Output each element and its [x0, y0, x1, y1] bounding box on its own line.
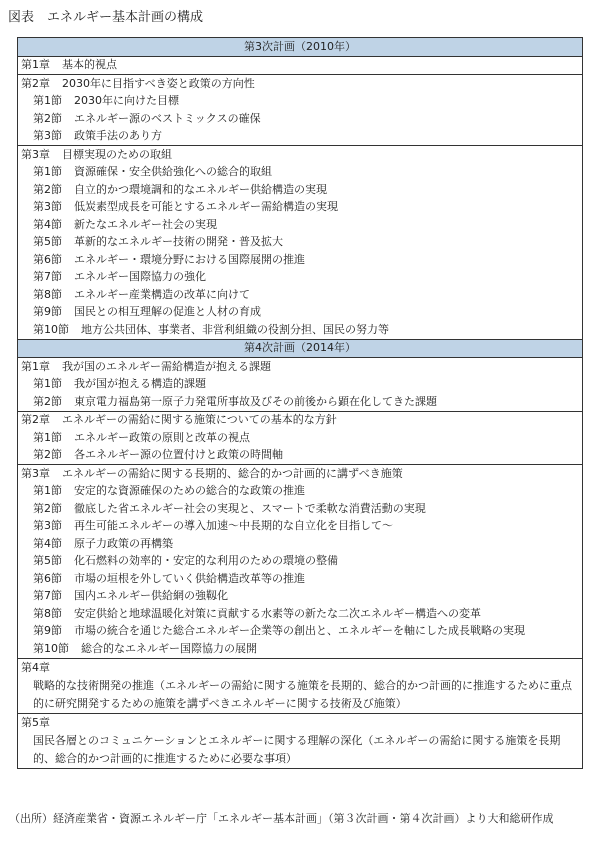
section-row-cell	[18, 570, 583, 588]
section-label: 第7節	[33, 589, 62, 603]
chapter-row-cell	[18, 658, 583, 713]
section-row-cell	[18, 321, 583, 339]
section-row	[18, 286, 583, 304]
section-title: エネルギー・環境分野における国際展開の推進	[74, 252, 305, 266]
section-label: 第1節	[33, 94, 62, 108]
section-title: 地方公共団体、事業者、非営利組織の役割分担、国民の努力等	[81, 322, 389, 336]
section-row-cell	[18, 483, 583, 501]
chapter-row-cell	[18, 358, 583, 376]
section-label: 第2節	[33, 448, 62, 462]
section-label: 第7節	[33, 270, 62, 284]
section-row-cell	[18, 623, 583, 641]
section-row	[18, 623, 583, 641]
section-row	[18, 570, 583, 588]
section-row	[18, 447, 583, 465]
plan-header	[18, 38, 583, 57]
chapter-label: 第1章	[21, 359, 50, 373]
chapter-row	[18, 146, 583, 164]
section-title: 徹底した省エネルギー社会の実現と、スマートで柔軟な消費活動の実現	[74, 501, 426, 515]
section-row	[18, 640, 583, 658]
section-title: 2030年に向けた目標	[74, 94, 179, 108]
section-row	[18, 483, 583, 501]
section-label: 第10節	[33, 322, 69, 336]
section-row	[18, 321, 583, 339]
section-row	[18, 199, 583, 217]
section-title: 国民との相互理解の促進と人材の育成	[74, 305, 261, 319]
section-title: 市場の垣根を外していく供給構造改革等の推進	[74, 571, 305, 585]
section-title: 化石燃料の効率的・安定的な利用のための環境の整備	[74, 554, 338, 568]
section-row	[18, 110, 583, 128]
section-row	[18, 93, 583, 111]
section-row-cell	[18, 553, 583, 571]
section-label: 第2節	[33, 111, 62, 125]
section-row-cell	[18, 393, 583, 411]
section-title: 新たなエネルギー社会の実現	[74, 217, 217, 231]
section-title: エネルギー産業構造の改革に向けて	[74, 287, 250, 301]
section-row	[18, 164, 583, 182]
section-label: 第9節	[33, 305, 62, 319]
section-label: 第4節	[33, 536, 62, 550]
section-title: エネルギー国際協力の強化	[74, 270, 206, 284]
chapter-row	[18, 56, 583, 75]
chapter-row	[18, 358, 583, 376]
section-row	[18, 376, 583, 394]
section-row-cell	[18, 588, 583, 606]
chapter-label: 第2章	[21, 76, 50, 90]
section-label: 第1節	[33, 484, 62, 498]
section-row-cell	[18, 286, 583, 304]
plan-header-text: 第4次計画（2014年）	[244, 341, 356, 355]
section-label: 第4節	[33, 217, 62, 231]
chapter-row	[18, 658, 583, 713]
section-title: エネルギー政策の原則と改革の視点	[74, 430, 250, 444]
section-label: 第3節	[33, 200, 62, 214]
section-row-cell	[18, 164, 583, 182]
section-row-cell	[18, 93, 583, 111]
chapter-title: 戦略的な技術開発の推進（エネルギーの需給に関する施策を長期的、総合的かつ計画的に推進するために重点的に研究開発するための施策を講ずべきエネルギーに関する技術及び施策）	[33, 678, 572, 710]
chapter-row-cell	[18, 713, 583, 768]
chapter-row-cell	[18, 75, 583, 93]
section-row	[18, 251, 583, 269]
section-row-cell	[18, 128, 583, 146]
section-label: 第1節	[33, 430, 62, 444]
chapter-title: エネルギーの需給に関する長期的、総合的かつ計画的に講ずべき施策	[62, 466, 403, 480]
section-row-cell	[18, 110, 583, 128]
section-title: 安定的な資源確保のための総合的な政策の推進	[74, 484, 305, 498]
chapter-row	[18, 465, 583, 483]
section-label: 第5節	[33, 554, 62, 568]
section-row	[18, 128, 583, 146]
plan-table-body	[18, 38, 583, 769]
section-label: 第2節	[33, 394, 62, 408]
section-row-cell	[18, 429, 583, 447]
section-row-cell	[18, 500, 583, 518]
section-title: 自立的かつ環境調和的なエネルギー供給構造の実現	[74, 182, 327, 196]
section-label: 第1節	[33, 165, 62, 179]
chapter-title: 目標実現のための取組	[62, 147, 172, 161]
chapter-label: 第3章	[21, 147, 50, 161]
section-row	[18, 500, 583, 518]
section-label: 第1節	[33, 377, 62, 391]
plan-header-cell	[18, 38, 583, 57]
section-label: 第10節	[33, 641, 69, 655]
section-row	[18, 393, 583, 411]
section-label: 第3節	[33, 519, 62, 533]
chapter-row-cell	[18, 56, 583, 75]
section-title: 低炭素型成長を可能とするエネルギー需給構造の実現	[74, 200, 338, 214]
plan-header-cell	[18, 339, 583, 358]
section-row-cell	[18, 535, 583, 553]
section-label: 第2節	[33, 182, 62, 196]
section-title: 安定供給と地球温暖化対策に貢献する水素等の新たな二次エネルギー構造への変革	[74, 606, 481, 620]
section-title: 東京電力福島第一原子力発電所事故及びその前後から顕在化してきた課題	[74, 394, 437, 408]
section-title: 我が国が抱える構造的課題	[74, 377, 206, 391]
section-title: 総合的なエネルギー国際協力の展開	[81, 641, 257, 655]
chapter-row-cell	[18, 146, 583, 164]
section-row	[18, 269, 583, 287]
section-row-cell	[18, 304, 583, 322]
chapter-row	[18, 411, 583, 429]
plan-header-text: 第3次計画（2010年）	[244, 39, 356, 53]
section-label: 第2節	[33, 501, 62, 515]
section-row-cell	[18, 447, 583, 465]
section-row	[18, 605, 583, 623]
section-title: 市場の統合を通じた総合エネルギー企業等の創出と、エネルギーを軸にした成長戦略の実現	[74, 624, 525, 638]
section-title: 政策手法のあり方	[74, 129, 162, 143]
section-row	[18, 429, 583, 447]
section-title: 再生可能エネルギーの導入加速～中長期的な自立化を目指して～	[74, 519, 393, 533]
chapter-label: 第4章	[21, 660, 50, 674]
section-title: 各エネルギー源の位置付けと政策の時間軸	[74, 448, 283, 462]
section-row-cell	[18, 376, 583, 394]
figure-title: 図表 エネルギー基本計画の構成	[8, 10, 204, 25]
section-row	[18, 535, 583, 553]
section-title: 革新的なエネルギー技術の開発・普及拡大	[74, 235, 283, 249]
section-row-cell	[18, 605, 583, 623]
section-label: 第3節	[33, 129, 62, 143]
chapter-title: 我が国のエネルギー需給構造が抱える課題	[62, 359, 271, 373]
section-row	[18, 553, 583, 571]
chapter-label: 第3章	[21, 466, 50, 480]
section-row-cell	[18, 199, 583, 217]
chapter-row	[18, 75, 583, 93]
section-row	[18, 216, 583, 234]
section-label: 第6節	[33, 252, 62, 266]
source-note: （出所）経済産業省・資源エネルギー庁「エネルギー基本計画」（第３次計画・第４次計画）より大和総研作成	[9, 812, 554, 825]
section-row	[18, 234, 583, 252]
chapter-label: 第2章	[21, 413, 50, 427]
section-row	[18, 518, 583, 536]
plan-structure-table	[17, 37, 583, 769]
section-row-cell	[18, 251, 583, 269]
chapter-label: 第1章	[21, 58, 50, 72]
section-row-cell	[18, 181, 583, 199]
section-label: 第6節	[33, 571, 62, 585]
chapter-row	[18, 713, 583, 768]
section-row	[18, 304, 583, 322]
section-row-cell	[18, 640, 583, 658]
section-row-cell	[18, 216, 583, 234]
section-row-cell	[18, 234, 583, 252]
section-title: 資源確保・安全供給強化への総合的取組	[74, 165, 272, 179]
chapter-title: エネルギーの需給に関する施策についての基本的な方針	[62, 413, 337, 427]
section-row	[18, 588, 583, 606]
chapter-title: 国民各層とのコミュニケーションとエネルギーに関する理解の深化（エネルギーの需給に関する施策を長期的、総合的かつ計画的に推進するために必要な事項）	[33, 733, 561, 765]
chapter-row-cell	[18, 465, 583, 483]
section-title: 国内エネルギー供給網の強靱化	[74, 589, 228, 603]
chapter-label: 第5章	[21, 715, 50, 729]
chapter-row-cell	[18, 411, 583, 429]
plan-header	[18, 339, 583, 358]
section-label: 第8節	[33, 287, 62, 301]
section-title: 原子力政策の再構築	[74, 536, 173, 550]
chapter-title: 基本的視点	[62, 58, 117, 72]
section-row-cell	[18, 518, 583, 536]
chapter-title: 2030年に目指すべき姿と政策の方向性	[62, 76, 255, 90]
section-row	[18, 181, 583, 199]
section-label: 第8節	[33, 606, 62, 620]
section-label: 第9節	[33, 624, 62, 638]
section-label: 第5節	[33, 235, 62, 249]
section-title: エネルギー源のベストミックスの確保	[74, 111, 261, 125]
section-row-cell	[18, 269, 583, 287]
